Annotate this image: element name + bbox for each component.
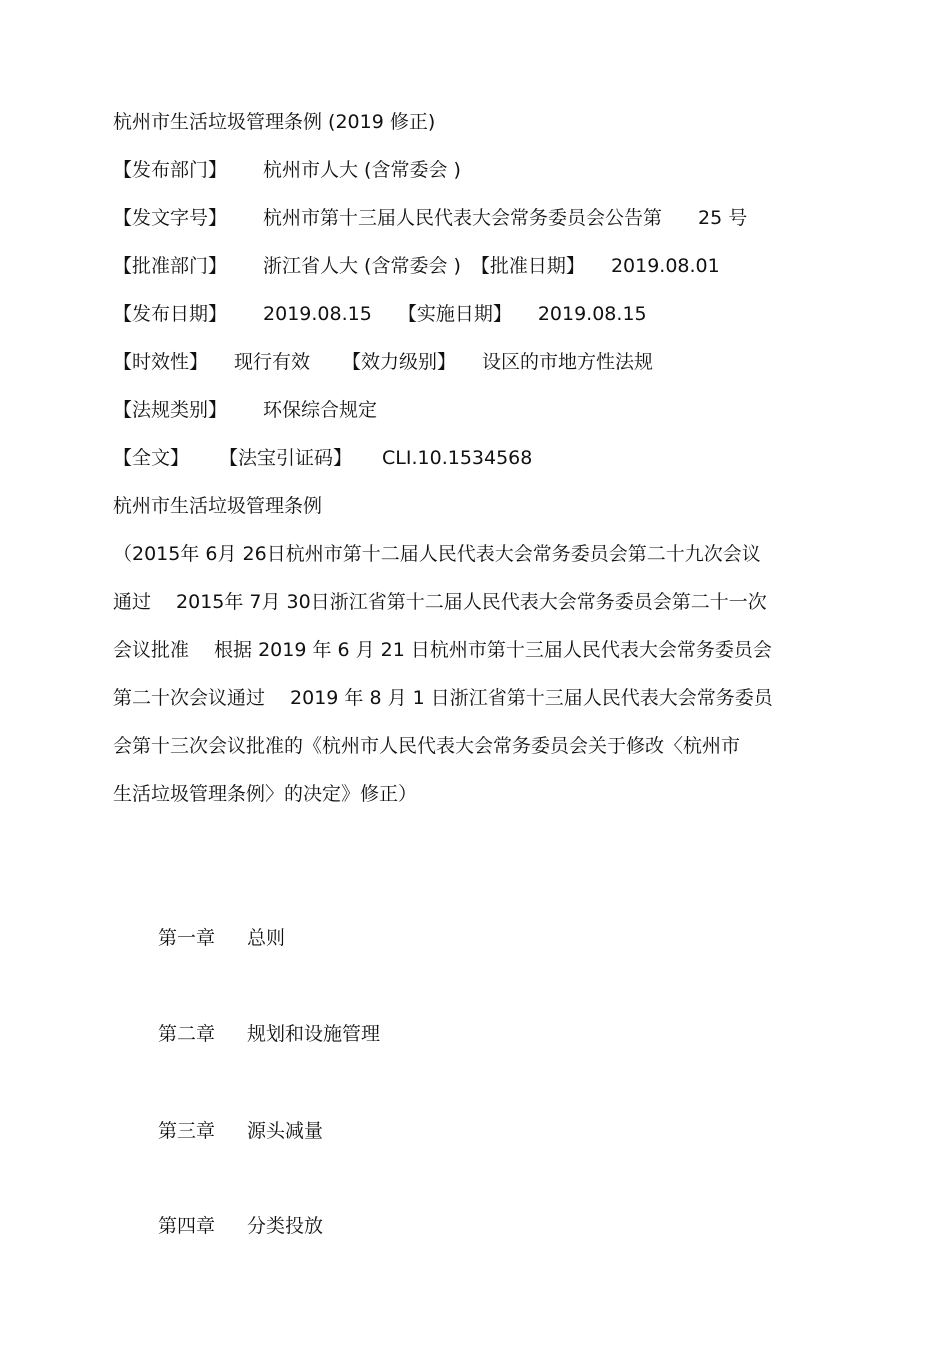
document-title: 杭州市生活垃圾管理条例 (2019 修正) (113, 111, 436, 133)
chapter-number: 第二章 (158, 1023, 216, 1045)
approver-label: 【批准部门】 (113, 255, 228, 277)
category-label: 【法规类别】 (113, 399, 228, 421)
code-label: 【法宝引证码】 (219, 447, 353, 469)
chapter-title: 总则 (247, 927, 286, 949)
approve-date-value: 2019.08.01 (610, 255, 720, 277)
preamble-line: 会议批准 根据 2019 年 6 月 21 日杭州市第十三届人民代表大会常务委员会 (113, 639, 772, 661)
meta-dates-row (113, 302, 647, 326)
chapter-heading (158, 1119, 323, 1143)
chapter-number: 第一章 (158, 927, 216, 949)
chapter-number: 第四章 (158, 1215, 216, 1237)
issuer-value: 杭州市人大 (含常委会 ) (263, 159, 461, 181)
doc-no-value: 杭州市第十三届人民代表大会常务委员会公告第 (263, 207, 663, 229)
preamble-line: 会第十三次会议批准的《杭州市人民代表大会常务委员会关于修改〈杭州市 (113, 735, 741, 757)
chapter-heading (158, 1022, 380, 1046)
publish-date-label: 【发布日期】 (113, 303, 228, 325)
approve-date-label: 【批准日期】 (470, 255, 585, 277)
chapter-heading (158, 926, 285, 950)
effective-date-label: 【实施日期】 (397, 303, 512, 325)
code-value: CLI.10.1534568 (382, 447, 533, 469)
preamble-line: 通过 2015年 7月 30日浙江省第十二届人民代表大会常务委员会第二十一次 (113, 591, 767, 613)
preamble-line: （2015年 6月 26日杭州市第十二届人民代表大会常务委员会第二十九次会议 (113, 543, 761, 565)
preamble-line: 生活垃圾管理条例〉的决定》修正） (113, 783, 418, 805)
fulltext-label: 【全文】 (113, 447, 190, 469)
chapter-heading (158, 1214, 323, 1238)
level-value: 设区的市地方性法规 (482, 351, 654, 373)
chapter-number: 第三章 (158, 1120, 216, 1142)
chapter-title: 源头减量 (247, 1120, 324, 1142)
category-value: 环保综合规定 (263, 399, 378, 421)
meta-validity-row (113, 350, 653, 374)
meta-issuer-row (113, 158, 461, 182)
issuer-label: 【发布部门】 (113, 159, 228, 181)
validity-value: 现行有效 (234, 351, 311, 373)
meta-doc-no-row (113, 206, 747, 230)
validity-label: 【时效性】 (113, 351, 209, 373)
preamble-line: 第二十次会议通过 2019 年 8 月 1 日浙江省第十三届人民代表大会常务委员 (113, 687, 773, 709)
level-label: 【效力级别】 (342, 351, 457, 373)
chapter-title: 规划和设施管理 (247, 1023, 381, 1045)
doc-no-suffix: 25 号 (698, 207, 748, 229)
chapter-title: 分类投放 (247, 1215, 324, 1237)
meta-category-row (113, 398, 377, 422)
effective-date-value: 2019.08.15 (537, 303, 647, 325)
approver-value: 浙江省人大 (含常委会 ) (263, 255, 461, 277)
body-title: 杭州市生活垃圾管理条例 (113, 495, 323, 517)
meta-code-row (113, 446, 532, 470)
publish-date-value: 2019.08.15 (263, 303, 372, 325)
doc-no-label: 【发文字号】 (113, 207, 228, 229)
meta-approver-row (113, 254, 720, 278)
